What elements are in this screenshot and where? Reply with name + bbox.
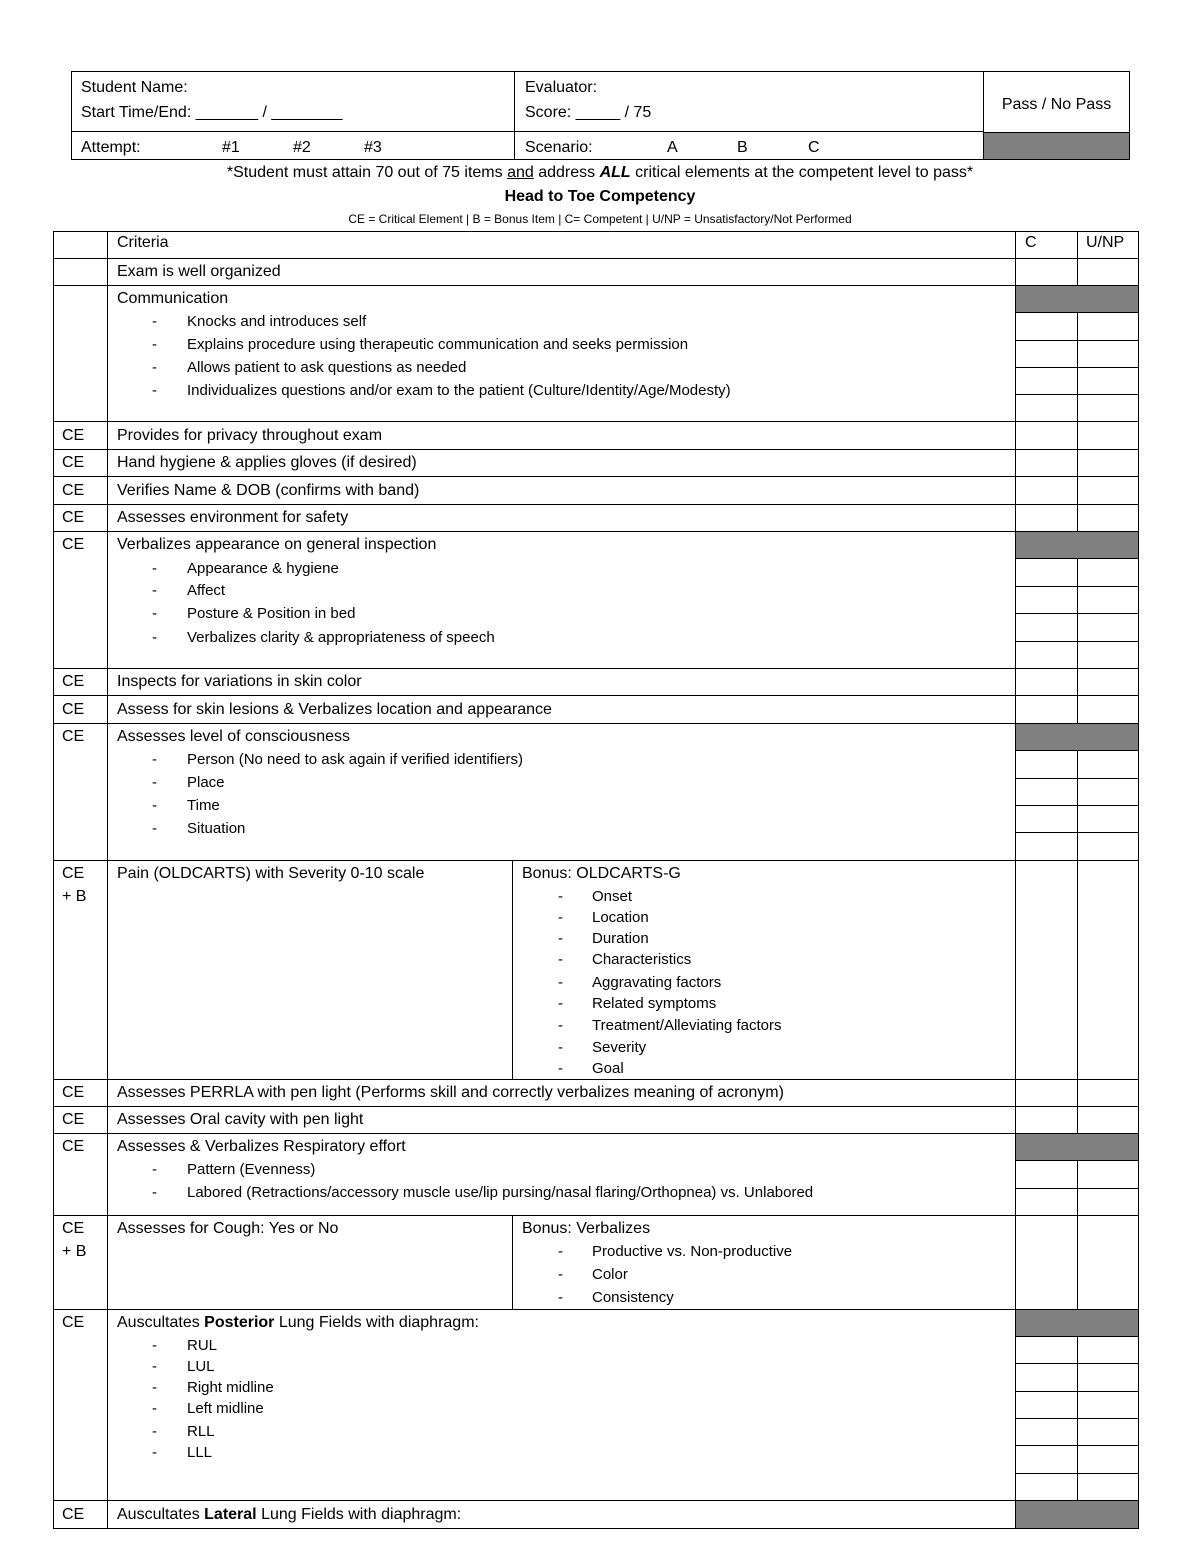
sub-row-line	[1015, 1363, 1139, 1364]
list-item: Productive vs. Non-productive	[592, 1243, 793, 1260]
scenario-label: Scenario:	[525, 139, 593, 156]
list-item: Allows patient to ask questions as needed	[187, 359, 467, 376]
ce-tag: CE	[62, 1138, 85, 1155]
lateral-pre: Auscultates	[117, 1506, 205, 1523]
list-item: Situation	[187, 820, 246, 837]
sub-row-line	[1015, 1160, 1139, 1161]
list-item: Location	[592, 909, 649, 926]
sub-row-line	[1015, 1445, 1139, 1446]
sub-row-line	[1015, 1473, 1139, 1474]
table-col-divider-1	[107, 231, 108, 1529]
sub-row-line	[1015, 394, 1139, 395]
criteria-cough: Assesses for Cough: Yes or No	[117, 1220, 339, 1237]
criteria-general-inspection: Verbalizes appearance on general inspection	[117, 536, 437, 553]
sub-row-line	[1015, 558, 1139, 559]
row-line	[53, 421, 1139, 422]
ce-tag: CE	[62, 1314, 85, 1331]
sub-row-line	[1015, 1418, 1139, 1419]
posterior-post: Lung Fields with diaphragm:	[274, 1314, 479, 1331]
bullet-dash: -	[558, 909, 563, 926]
bullet-dash: -	[152, 1423, 157, 1440]
gray-cell-loc	[1016, 724, 1138, 750]
student-name-label: Student Name:	[81, 79, 188, 96]
bullet-dash: -	[152, 797, 157, 814]
row-line	[53, 1106, 1139, 1107]
list-item: Onset	[592, 888, 633, 905]
bullet-dash: -	[558, 930, 563, 947]
bullet-dash: -	[152, 1184, 157, 1201]
sub-row-line	[1015, 312, 1139, 313]
list-item: LUL	[187, 1358, 215, 1375]
list-item: LLL	[187, 1444, 213, 1461]
bonus-cough-verbalizes: Bonus: Verbalizes	[522, 1220, 651, 1237]
table-left-border	[53, 231, 54, 1529]
row-line	[53, 1528, 1139, 1529]
sub-row-line	[1015, 750, 1139, 751]
list-item: Individualizes questions and/or exam to the patient (Culture/Identity/Age/Modesty)	[187, 382, 731, 399]
notice-text-3: critical elements at the competent level to pass*	[630, 164, 974, 181]
posterior-bold: Posterior	[204, 1314, 275, 1331]
gray-cell-posterior	[1016, 1310, 1138, 1336]
bullet-dash: -	[152, 751, 157, 768]
header-row-divider	[71, 131, 983, 132]
bonus-tag: + B	[62, 1243, 87, 1260]
row-line	[53, 668, 1139, 669]
bullet-dash: -	[152, 382, 157, 399]
list-item: Goal	[592, 1060, 624, 1077]
list-item: Labored (Retractions/accessory muscle use/lip pursing/nasal flaring/Orthopnea) vs. Unlabored	[187, 1184, 814, 1201]
bullet-dash: -	[152, 605, 157, 622]
sub-row-line	[1015, 1188, 1139, 1189]
criteria-skin-lesions: Assess for skin lesions & Verbalizes location and appearance	[117, 701, 552, 718]
ce-tag: CE	[62, 1084, 85, 1101]
evaluator-label: Evaluator:	[525, 79, 598, 96]
bullet-dash: -	[558, 1243, 563, 1260]
notice-and: and	[507, 164, 534, 181]
criteria-pain: Pain (OLDCARTS) with Severity 0-10 scale	[117, 865, 425, 882]
header-divider-1	[514, 71, 515, 160]
criteria-oral-cavity: Assesses Oral cavity with pen light	[117, 1111, 364, 1128]
list-item: Appearance & hygiene	[187, 560, 339, 577]
page-title: Head to Toe Competency	[504, 188, 696, 205]
score-label: Score: _____ / 75	[525, 104, 652, 121]
scenario-option-b: B	[737, 139, 748, 156]
criteria-verifies-identity: Verifies Name & DOB (confirms with band)	[117, 482, 420, 499]
sub-row-line	[1015, 1391, 1139, 1392]
gray-cell-communication	[1016, 286, 1138, 312]
row-line	[53, 1500, 1139, 1501]
bullet-dash: -	[558, 888, 563, 905]
list-item: Aggravating factors	[592, 974, 722, 991]
bullet-dash: -	[152, 560, 157, 577]
sub-row-line	[1015, 613, 1139, 614]
list-item: Posture & Position in bed	[187, 605, 356, 622]
ce-tag: CE	[62, 509, 85, 526]
list-item: Verbalizes clarity & appropriateness of speech	[187, 629, 495, 646]
row-line	[53, 504, 1139, 505]
criteria-communication: Communication	[117, 290, 229, 307]
row-line	[53, 723, 1139, 724]
ce-tag: CE	[62, 1111, 85, 1128]
gray-cell-resp	[1016, 1134, 1138, 1160]
sub-row-line	[1015, 340, 1139, 341]
bullet-dash: -	[558, 974, 563, 991]
sub-row-line	[1015, 778, 1139, 779]
bullet-dash: -	[558, 1266, 563, 1283]
gray-cell-lateral	[1016, 1501, 1138, 1528]
ce-tag: CE	[62, 454, 85, 471]
bullet-dash: -	[152, 1161, 157, 1178]
criteria-perrla: Assesses PERRLA with pen light (Performs skill and correctly verbalizes meaning of acronym)	[117, 1084, 784, 1101]
bullet-dash: -	[152, 1444, 157, 1461]
bullet-dash: -	[152, 1400, 157, 1417]
sub-row-line	[1015, 1336, 1139, 1337]
sub-row-line	[1015, 641, 1139, 642]
row-line	[53, 1133, 1139, 1134]
row-line	[53, 695, 1139, 696]
bullet-dash: -	[152, 336, 157, 353]
posterior-pre: Auscultates	[117, 1314, 205, 1331]
ce-tag: CE	[62, 1506, 85, 1523]
bullet-dash: -	[558, 1017, 563, 1034]
lateral-post: Lung Fields with diaphragm:	[256, 1506, 462, 1523]
criteria-hand-hygiene: Hand hygiene & applies gloves (if desired)	[117, 454, 417, 471]
criteria-exam-organized: Exam is well organized	[117, 263, 281, 280]
attempt-option-2: #2	[293, 139, 311, 156]
row-line	[53, 449, 1139, 450]
list-item: Consistency	[592, 1289, 674, 1306]
bonus-oldcarts-g: Bonus: OLDCARTS-G	[522, 865, 681, 882]
list-item: Related symptoms	[592, 995, 717, 1012]
bullet-dash: -	[152, 1379, 157, 1396]
sub-row-line	[1015, 805, 1139, 806]
bullet-dash: -	[152, 820, 157, 837]
row-line	[53, 1309, 1139, 1310]
ce-tag: CE	[62, 865, 85, 882]
row-line	[53, 258, 1139, 259]
scenario-option-c: C	[808, 139, 820, 156]
row-line	[53, 531, 1139, 532]
list-item: Person (No need to ask again if verified identifiers)	[187, 751, 524, 768]
bullet-dash: -	[558, 951, 563, 968]
ce-tag: CE	[62, 482, 85, 499]
sub-row-line	[1015, 586, 1139, 587]
col-header-c: C	[1025, 234, 1037, 251]
bullet-dash: -	[152, 1337, 157, 1354]
cough-split-divider	[512, 1215, 513, 1309]
bullet-dash: -	[152, 313, 157, 330]
attempt-option-1: #1	[222, 139, 240, 156]
list-item: Explains procedure using therapeutic communication and seeks permission	[187, 336, 689, 353]
sub-row-line	[1015, 367, 1139, 368]
start-time-label: Start Time/End: _______ / ________	[81, 104, 343, 121]
table-right-border	[1138, 231, 1139, 1529]
list-item: Characteristics	[592, 951, 692, 968]
criteria-respiratory-effort: Assesses & Verbalizes Respiratory effort	[117, 1138, 406, 1155]
ce-tag: CE	[62, 1220, 85, 1237]
row-line	[53, 860, 1139, 861]
criteria-posterior-lungs	[117, 1313, 479, 1333]
pass-requirement-notice	[0, 163, 1200, 183]
ce-tag: CE	[62, 701, 85, 718]
criteria-privacy: Provides for privacy throughout exam	[117, 427, 383, 444]
list-item: Left midline	[187, 1400, 264, 1417]
row-line	[53, 1215, 1139, 1216]
criteria-environment-safety: Assesses environment for safety	[117, 509, 349, 526]
attempt-label: Attempt:	[81, 139, 141, 156]
row-line	[53, 1079, 1139, 1080]
row-line	[53, 476, 1139, 477]
criteria-level-of-consciousness: Assesses level of consciousness	[117, 728, 350, 745]
list-item: Place	[187, 774, 225, 791]
list-item: RUL	[187, 1337, 218, 1354]
list-item: Right midline	[187, 1379, 274, 1396]
ce-tag: CE	[62, 728, 85, 745]
bullet-dash: -	[152, 774, 157, 791]
bullet-dash: -	[152, 1358, 157, 1375]
list-item: Affect	[187, 582, 226, 599]
list-item: RLL	[187, 1423, 215, 1440]
list-item: Treatment/Alleviating factors	[592, 1017, 782, 1034]
header-gray-cell	[984, 133, 1129, 159]
ce-tag: CE	[62, 673, 85, 690]
bonus-tag: + B	[62, 888, 87, 905]
gray-cell-appearance	[1016, 532, 1138, 558]
row-line	[53, 231, 1139, 232]
col-header-unp: U/NP	[1086, 234, 1125, 251]
bullet-dash: -	[152, 582, 157, 599]
bullet-dash: -	[558, 1060, 563, 1077]
legend: CE = Critical Element | B = Bonus Item | C= Competent | U/NP = Unsatisfactory/Not Performed	[348, 212, 852, 226]
scenario-option-a: A	[667, 139, 678, 156]
bullet-dash: -	[558, 1039, 563, 1056]
sub-row-line	[1015, 832, 1139, 833]
bullet-dash: -	[152, 629, 157, 646]
notice-text-1: *Student must attain 70 out of 75 items	[226, 164, 508, 181]
list-item: Time	[187, 797, 220, 814]
ce-tag: CE	[62, 536, 85, 553]
pain-split-divider	[512, 860, 513, 1079]
bullet-dash: -	[558, 995, 563, 1012]
row-line	[53, 285, 1139, 286]
pass-no-pass-label: Pass / No Pass	[1001, 96, 1112, 113]
bullet-dash: -	[152, 359, 157, 376]
list-item: Color	[592, 1266, 628, 1283]
list-item: Severity	[592, 1039, 647, 1056]
lateral-bold: Lateral	[204, 1506, 257, 1523]
notice-text-2: address	[533, 164, 600, 181]
criteria-lateral-lungs	[117, 1505, 461, 1525]
list-item: Duration	[592, 930, 649, 947]
list-item: Knocks and introduces self	[187, 313, 367, 330]
notice-all: ALL	[599, 164, 631, 181]
criteria-skin-color: Inspects for variations in skin color	[117, 673, 362, 690]
col-header-criteria: Criteria	[117, 234, 169, 251]
attempt-option-3: #3	[364, 139, 382, 156]
ce-tag: CE	[62, 427, 85, 444]
bullet-dash: -	[558, 1289, 563, 1306]
list-item: Pattern (Evenness)	[187, 1161, 316, 1178]
